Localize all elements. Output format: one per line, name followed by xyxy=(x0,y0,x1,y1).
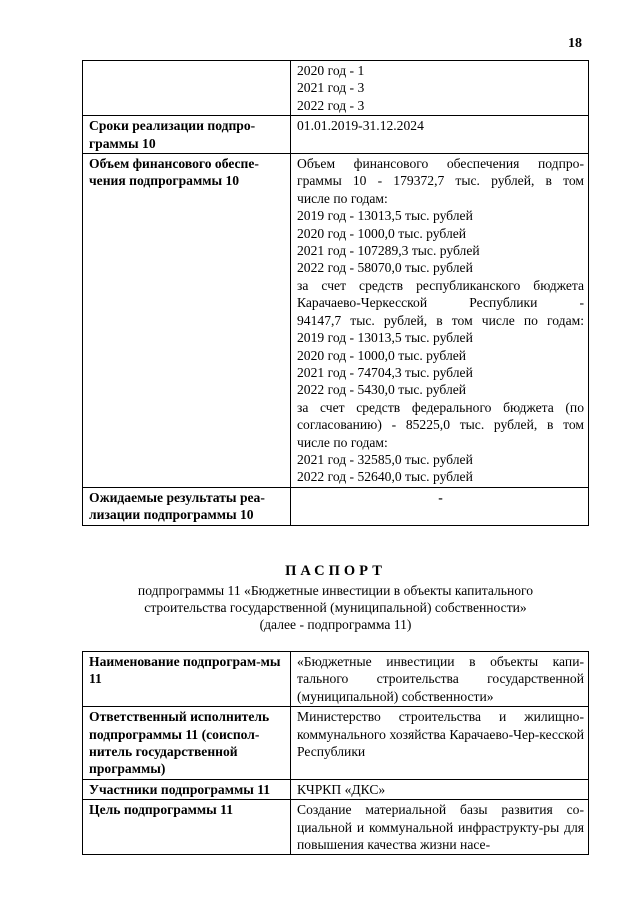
cell-line: числе по годам: xyxy=(297,434,388,450)
years-counts-cell xyxy=(291,61,589,116)
cell-line: 2022 год - 5430,0 тыс. рублей xyxy=(297,382,467,398)
row-label xyxy=(83,61,291,116)
cell-line: согласованию) - 85225,0 тыс. рублей, в том xyxy=(297,417,584,433)
row-label: Наименование подпрограм-мы 11 xyxy=(83,652,291,707)
row-label: Сроки реализации подпро-граммы 10 xyxy=(83,116,291,154)
row-label: Объем финансового обеспе-чения подпрограммы 10 xyxy=(83,154,291,488)
passport-subtitle-line: строительства государственной (муниципальной) собственности» xyxy=(144,600,527,615)
row-label: Цель подпрограммы 11 xyxy=(83,800,291,855)
cell-line: 2021 год - 107289,3 тыс. рублей xyxy=(297,243,480,259)
table-row xyxy=(83,116,589,154)
cell-line: за счет средств федерального бюджета (по xyxy=(297,399,584,415)
page-number: 18 xyxy=(568,36,582,51)
row-label: Участники подпрограммы 11 xyxy=(83,779,291,799)
cell-line: 2022 год - 3 xyxy=(297,97,365,113)
cell-line: 2020 год - 1 xyxy=(297,63,365,78)
subprogram-10-table xyxy=(82,60,589,526)
cell-line: Карачаево-Черкесской Республики - xyxy=(297,295,584,311)
results-value: - xyxy=(291,487,589,525)
passport-subtitle-line: (далее - подпрограмма 11) xyxy=(259,617,412,632)
terms-value: 01.01.2019-31.12.2024 xyxy=(291,116,589,154)
cell-line: граммы 10 - 179372,7 тыс. рублей, в том xyxy=(297,173,584,189)
cell-line: 2022 год - 58070,0 тыс. рублей xyxy=(297,260,473,276)
passport-heading xyxy=(82,563,589,633)
table-row xyxy=(83,800,589,855)
cell-line: 2020 год - 1000,0 тыс. рублей xyxy=(297,347,467,363)
row-label: Ожидаемые результаты реа-лизации подпрограммы 10 xyxy=(83,487,291,525)
subprogram-11-table xyxy=(82,651,589,855)
row-label: Ответственный исполнитель подпрограммы 11 (соиспол-нитель государственной программы) xyxy=(83,707,291,780)
cell-line: 2019 год - 13013,5 тыс. рублей xyxy=(297,208,473,224)
goal-value: Создание материальной базы развития со-циальной и коммунальной инфраструкту-ры для повышения качества жизни насе- xyxy=(291,800,589,855)
cell-line: 94147,7 тыс. рублей, в том числе по годам: xyxy=(297,312,584,328)
cell-line: 2021 год - 74704,3 тыс. рублей xyxy=(297,364,473,380)
passport-title: ПАСПОРТ xyxy=(285,563,386,579)
cell-line: 2021 год - 32585,0 тыс. рублей xyxy=(297,451,473,467)
cell-line: за счет средств республиканского бюджета xyxy=(297,277,584,293)
participants-value: КЧРКП «ДКС» xyxy=(291,779,589,799)
table-row xyxy=(83,779,589,799)
table-row xyxy=(83,652,589,707)
table-row xyxy=(83,154,589,488)
cell-line: числе по годам: xyxy=(297,190,388,206)
cell-line: 2021 год - 3 xyxy=(297,80,365,96)
passport-subtitle-line: подпрограммы 11 «Бюджетные инвестиции в объекты капитального xyxy=(137,583,534,598)
funding-cell xyxy=(291,154,589,488)
cell-line: Объем финансового обеспечения подпро- xyxy=(297,156,584,172)
cell-line: 2019 год - 13013,5 тыс. рублей xyxy=(297,330,473,346)
executor-value: Министерство строительства и жилищно-коммунального хозяйства Карачаево-Чер-кесской Республики xyxy=(291,707,589,780)
cell-line: 2022 год - 52640,0 тыс. рублей xyxy=(297,469,473,485)
table-row xyxy=(83,707,589,780)
cell-line: 2020 год - 1000,0 тыс. рублей xyxy=(297,225,467,241)
table-row xyxy=(83,487,589,525)
table-row xyxy=(83,61,589,116)
name-value: «Бюджетные инвестиции в объекты капи-тального строительства государственной (муниципальной) собственности» xyxy=(291,652,589,707)
